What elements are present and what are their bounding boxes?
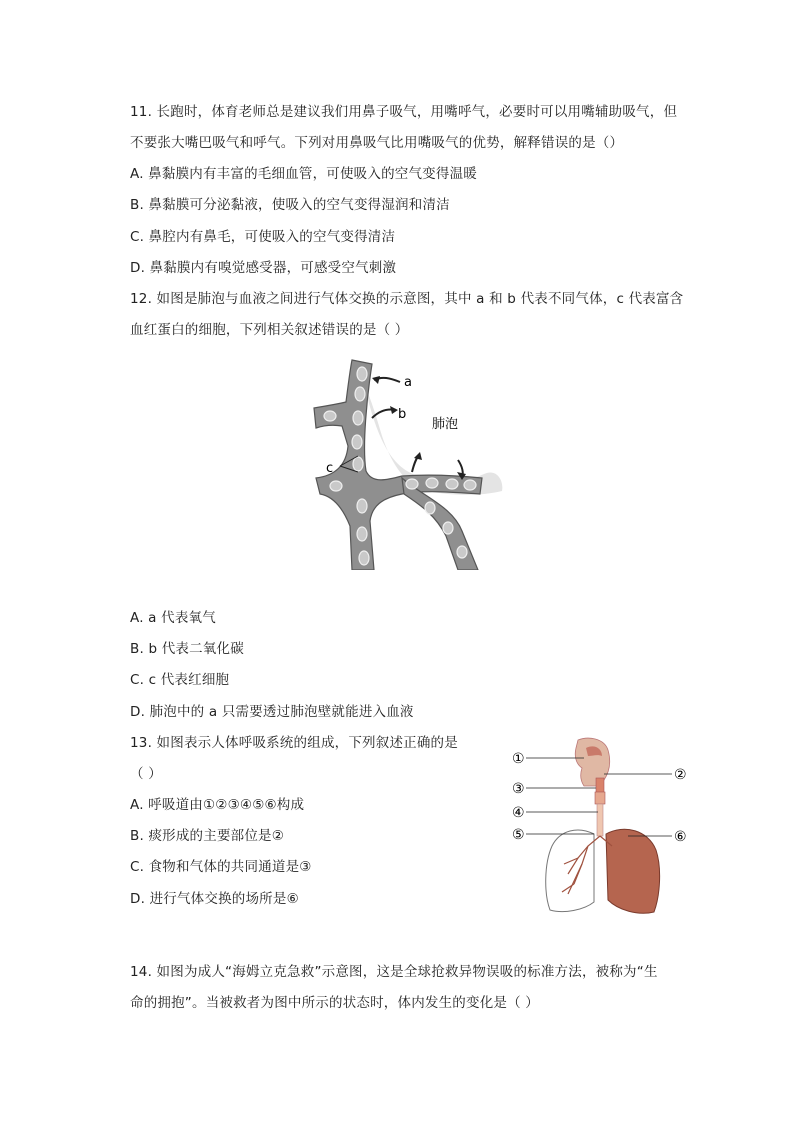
- alveolus-gas-exchange-diagram: [312, 356, 512, 570]
- question-12-option-c: C. c 代表红细胞: [130, 672, 230, 688]
- pharynx: [596, 778, 604, 794]
- trachea: [597, 804, 603, 836]
- question-11-option-b: B. 鼻黏膜可分泌黏液，使吸入的空气变得湿润和清洁: [130, 197, 450, 213]
- question-12-stem-line1: 12. 如图是肺泡与血液之间进行气体交换的示意图，其中 a 和 b 代表不同气体，c 代表富含: [130, 291, 684, 307]
- label-alveolus: 肺泡: [432, 417, 459, 432]
- mark-2: ②: [674, 767, 687, 783]
- question-12-option-a: A. a 代表氧气: [130, 610, 216, 626]
- arrow-a-head: [372, 376, 380, 384]
- question-11-option-d: D. 鼻黏膜内有嗅觉感受器，可感受空气刺激: [130, 260, 397, 276]
- arrow-up-head: [414, 452, 422, 460]
- arrow-b-head: [390, 406, 398, 414]
- larynx: [595, 792, 605, 804]
- respiratory-system-diagram: [508, 734, 694, 918]
- question-13-option-c: C. 食物和气体的共同通道是③: [130, 859, 312, 875]
- question-12-option-d: D. 肺泡中的 a 只需要透过肺泡壁就能进入血液: [130, 704, 414, 720]
- question-11-stem-line1: 11. 长跑时，体育老师总是建议我们用鼻子吸气，用嘴呼气，必要时可以用嘴辅助吸气，但: [130, 104, 678, 120]
- question-13-option-b: B. 痰形成的主要部位是②: [130, 828, 285, 844]
- question-13-stem-line1: 13. 如图表示人体呼吸系统的组成，下列叙述正确的是: [130, 735, 458, 751]
- question-11-option-c: C. 鼻腔内有鼻毛，可使吸入的空气变得清洁: [130, 229, 396, 245]
- mark-6: ⑥: [674, 829, 687, 845]
- mark-5: ⑤: [512, 827, 525, 843]
- right-lung: [606, 829, 660, 913]
- question-14-stem-line1: 14. 如图为成人“海姆立克急救”示意图，这是全球抢救异物误吸的标准方法，被称为“生: [130, 964, 658, 980]
- mark-1: ①: [512, 751, 525, 767]
- question-12-option-b: B. b 代表二氧化碳: [130, 641, 244, 657]
- question-11-stem-line2: 不要张大嘴巴吸气和呼气。下列对用鼻吸气比用嘴吸气的优势，解释错误的是（）: [130, 135, 624, 151]
- question-11-option-a: A. 鼻黏膜内有丰富的毛细血管，可使吸入的空气变得温暖: [130, 166, 477, 182]
- head-nasal-cavity: [575, 738, 609, 786]
- label-b: b: [398, 407, 407, 422]
- question-14-stem-line2: 命的拥抱”。当被救者为图中所示的状态时，体内发生的变化是（ ）: [130, 995, 539, 1011]
- label-c: c: [326, 461, 334, 476]
- question-13-stem-line2: （ ）: [130, 766, 162, 782]
- mark-4: ④: [512, 805, 525, 821]
- question-13-option-d: D. 进行气体交换的场所是⑥: [130, 891, 299, 907]
- question-12-stem-line2: 血红蛋白的细胞，下列相关叙述错误的是（ ）: [130, 322, 409, 338]
- mark-3: ③: [512, 781, 525, 797]
- question-13-option-a: A. 呼吸道由①②③④⑤⑥构成: [130, 797, 305, 813]
- label-a: a: [404, 375, 412, 390]
